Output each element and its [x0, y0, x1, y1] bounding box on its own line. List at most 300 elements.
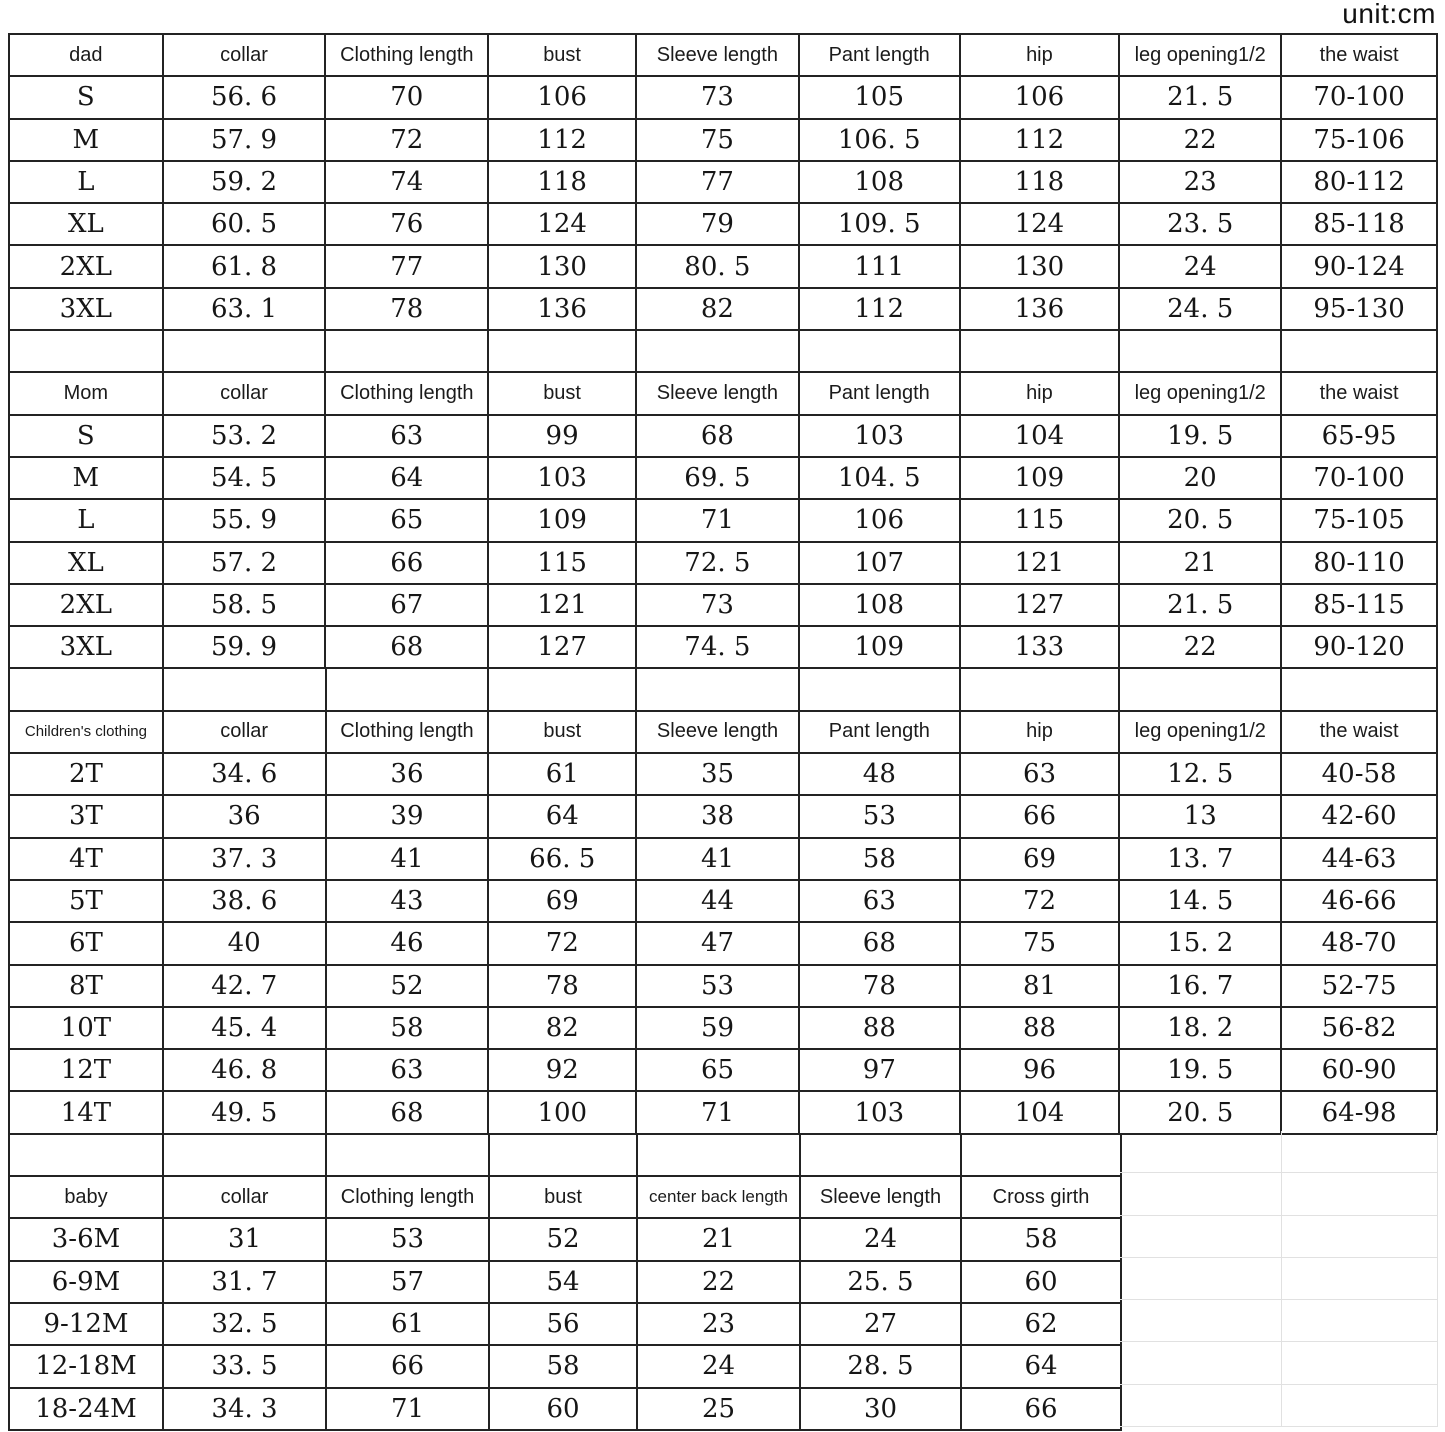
- value-cell: 103: [799, 415, 960, 457]
- value-cell: 75: [636, 119, 799, 161]
- separator-cell: [637, 1134, 800, 1176]
- separator-cell: [960, 668, 1120, 710]
- value-cell: 33. 5: [163, 1345, 326, 1387]
- value-cell: 65: [636, 1049, 799, 1091]
- column-header: hip: [960, 711, 1120, 753]
- value-cell: 127: [960, 584, 1120, 626]
- value-cell: 79: [636, 203, 799, 245]
- gridline-cell: [1120, 1342, 1282, 1384]
- value-cell: 68: [636, 415, 799, 457]
- size-table-baby: [8, 1133, 1122, 1431]
- separator-cell: [636, 668, 799, 710]
- value-cell: 57. 2: [163, 542, 326, 584]
- value-cell: 28. 5: [800, 1345, 961, 1387]
- value-cell: 73: [636, 584, 799, 626]
- column-header: collar: [163, 1176, 326, 1218]
- value-cell: 18. 2: [1119, 1007, 1281, 1049]
- value-cell: 16. 7: [1119, 965, 1281, 1007]
- value-cell: 23. 5: [1119, 203, 1281, 245]
- column-header: hip: [960, 34, 1120, 76]
- value-cell: 36: [326, 753, 489, 795]
- column-header: Sleeve length: [800, 1176, 961, 1218]
- gridline-cell: [1120, 1300, 1282, 1342]
- size-cell: 5T: [9, 880, 163, 922]
- table-row: [9, 880, 1437, 922]
- separator-cell: [1281, 330, 1437, 372]
- value-cell: 68: [799, 922, 960, 964]
- value-cell: 66: [960, 795, 1120, 837]
- column-header: the waist: [1281, 372, 1437, 414]
- value-cell: 71: [636, 1091, 799, 1133]
- header-row: [9, 1176, 1121, 1218]
- value-cell: 124: [488, 203, 636, 245]
- column-header: Pant length: [799, 34, 960, 76]
- gridline-cell: [1282, 1385, 1438, 1427]
- value-cell: 130: [960, 245, 1120, 287]
- value-cell: 70-100: [1281, 76, 1437, 118]
- size-cell: 14T: [9, 1091, 163, 1133]
- size-cell: L: [9, 161, 163, 203]
- value-cell: 54. 5: [163, 457, 326, 499]
- value-cell: 61: [326, 1303, 489, 1345]
- separator-row: [9, 330, 1437, 372]
- size-cell: L: [9, 499, 163, 541]
- size-cell: 6-9M: [9, 1261, 163, 1303]
- value-cell: 67: [325, 584, 488, 626]
- value-cell: 106: [799, 499, 960, 541]
- table-row: [9, 457, 1437, 499]
- size-cell: 9-12M: [9, 1303, 163, 1345]
- value-cell: 78: [799, 965, 960, 1007]
- value-cell: 64: [961, 1345, 1121, 1387]
- value-cell: 21. 5: [1119, 76, 1281, 118]
- separator-cell: [163, 1134, 326, 1176]
- value-cell: 88: [799, 1007, 960, 1049]
- size-cell: 3T: [9, 795, 163, 837]
- value-cell: 85-115: [1281, 584, 1437, 626]
- value-cell: 53: [636, 965, 799, 1007]
- value-cell: 58: [326, 1007, 489, 1049]
- size-cell: 3XL: [9, 288, 163, 330]
- gridline-cell: [1282, 1131, 1438, 1173]
- value-cell: 14. 5: [1119, 880, 1281, 922]
- table-row: [9, 499, 1437, 541]
- separator-cell: [800, 1134, 961, 1176]
- value-cell: 133: [960, 626, 1120, 668]
- value-cell: 43: [326, 880, 489, 922]
- table-row: [9, 288, 1437, 330]
- value-cell: 49. 5: [163, 1091, 326, 1133]
- value-cell: 97: [799, 1049, 960, 1091]
- size-cell: 3XL: [9, 626, 163, 668]
- table-row: [9, 1218, 1121, 1260]
- size-cell: 2XL: [9, 584, 163, 626]
- value-cell: 31: [163, 1218, 326, 1260]
- unit-label: unit:cm: [1342, 0, 1436, 29]
- separator-cell: [961, 1134, 1121, 1176]
- value-cell: 71: [636, 499, 799, 541]
- value-cell: 106: [488, 76, 636, 118]
- value-cell: 63: [799, 880, 960, 922]
- value-cell: 100: [488, 1091, 636, 1133]
- value-cell: 115: [960, 499, 1120, 541]
- value-cell: 92: [488, 1049, 636, 1091]
- value-cell: 96: [960, 1049, 1120, 1091]
- table-row: [9, 838, 1437, 880]
- value-cell: 23: [1119, 161, 1281, 203]
- value-cell: 88: [960, 1007, 1120, 1049]
- value-cell: 111: [799, 245, 960, 287]
- table-row: [9, 1049, 1437, 1091]
- value-cell: 60-90: [1281, 1049, 1437, 1091]
- section-label-dad: dad: [9, 34, 163, 76]
- value-cell: 56-82: [1281, 1007, 1437, 1049]
- value-cell: 70-100: [1281, 457, 1437, 499]
- value-cell: 38. 6: [163, 880, 326, 922]
- value-cell: 73: [636, 76, 799, 118]
- value-cell: 80-112: [1281, 161, 1437, 203]
- table-row: [9, 922, 1437, 964]
- gridline-cell: [1120, 1131, 1282, 1173]
- value-cell: 76: [325, 203, 488, 245]
- value-cell: 36: [163, 795, 326, 837]
- size-cell: 18-24M: [9, 1388, 163, 1430]
- column-header: bust: [489, 1176, 637, 1218]
- value-cell: 59: [636, 1007, 799, 1049]
- value-cell: 24: [637, 1345, 800, 1387]
- size-cell: 12T: [9, 1049, 163, 1091]
- value-cell: 54: [489, 1261, 637, 1303]
- value-cell: 23: [637, 1303, 800, 1345]
- separator-row: [9, 668, 1437, 710]
- gridline-cell: [1282, 1173, 1438, 1215]
- table-row: [9, 161, 1437, 203]
- column-header: collar: [163, 34, 326, 76]
- value-cell: 58: [489, 1345, 637, 1387]
- value-cell: 74. 5: [636, 626, 799, 668]
- column-header: center back length: [637, 1176, 800, 1218]
- value-cell: 38: [636, 795, 799, 837]
- column-header: bust: [488, 372, 636, 414]
- value-cell: 64: [488, 795, 636, 837]
- value-cell: 121: [960, 542, 1120, 584]
- value-cell: 45. 4: [163, 1007, 326, 1049]
- column-header: Clothing length: [326, 1176, 489, 1218]
- gridline-cell: [1282, 1342, 1438, 1384]
- value-cell: 53. 2: [163, 415, 326, 457]
- value-cell: 21: [637, 1218, 800, 1260]
- value-cell: 63: [960, 753, 1120, 795]
- size-table-mom: [8, 329, 1438, 669]
- value-cell: 85-118: [1281, 203, 1437, 245]
- value-cell: 63: [326, 1049, 489, 1091]
- header-row: [9, 372, 1437, 414]
- table-row: [9, 1345, 1121, 1387]
- column-header: the waist: [1281, 34, 1437, 76]
- value-cell: 108: [799, 584, 960, 626]
- header-row: [9, 711, 1437, 753]
- value-cell: 77: [325, 245, 488, 287]
- value-cell: 58: [961, 1218, 1121, 1260]
- size-cell: 10T: [9, 1007, 163, 1049]
- column-header: leg opening1/2: [1119, 711, 1281, 753]
- section-label-baby: baby: [9, 1176, 163, 1218]
- value-cell: 57. 9: [163, 119, 326, 161]
- table-row: [9, 542, 1437, 584]
- value-cell: 72: [960, 880, 1120, 922]
- table-row: [9, 1007, 1437, 1049]
- table-row: [9, 415, 1437, 457]
- separator-cell: [636, 330, 799, 372]
- table-row: [9, 76, 1437, 118]
- section-label-children: Children's clothing: [9, 711, 163, 753]
- value-cell: 66: [961, 1388, 1121, 1430]
- column-header: collar: [163, 372, 326, 414]
- separator-cell: [1281, 668, 1437, 710]
- value-cell: 48-70: [1281, 922, 1437, 964]
- value-cell: 66: [325, 542, 488, 584]
- table-row: [9, 1261, 1121, 1303]
- table-row: [9, 119, 1437, 161]
- separator-cell: [326, 1134, 489, 1176]
- column-header: Clothing length: [325, 372, 488, 414]
- value-cell: 82: [488, 1007, 636, 1049]
- value-cell: 63. 1: [163, 288, 326, 330]
- table-row: [9, 1303, 1121, 1345]
- separator-cell: [9, 1134, 163, 1176]
- value-cell: 69. 5: [636, 457, 799, 499]
- column-header: Cross girth: [961, 1176, 1121, 1218]
- value-cell: 46-66: [1281, 880, 1437, 922]
- value-cell: 40-58: [1281, 753, 1437, 795]
- table-row: [9, 795, 1437, 837]
- value-cell: 13. 7: [1119, 838, 1281, 880]
- table-row: [9, 753, 1437, 795]
- value-cell: 99: [488, 415, 636, 457]
- value-cell: 47: [636, 922, 799, 964]
- value-cell: 75-105: [1281, 499, 1437, 541]
- value-cell: 56. 6: [163, 76, 326, 118]
- value-cell: 48: [799, 753, 960, 795]
- section-label-mom: Mom: [9, 372, 163, 414]
- value-cell: 52-75: [1281, 965, 1437, 1007]
- table-row: [9, 965, 1437, 1007]
- size-cell: 6T: [9, 922, 163, 964]
- value-cell: 90-124: [1281, 245, 1437, 287]
- value-cell: 13: [1119, 795, 1281, 837]
- value-cell: 77: [636, 161, 799, 203]
- value-cell: 106. 5: [799, 119, 960, 161]
- value-cell: 90-120: [1281, 626, 1437, 668]
- value-cell: 39: [326, 795, 489, 837]
- value-cell: 52: [489, 1218, 637, 1260]
- value-cell: 112: [960, 119, 1120, 161]
- value-cell: 53: [326, 1218, 489, 1260]
- value-cell: 53: [799, 795, 960, 837]
- value-cell: 59. 9: [163, 626, 326, 668]
- value-cell: 115: [488, 542, 636, 584]
- value-cell: 22: [1119, 626, 1281, 668]
- value-cell: 72: [325, 119, 488, 161]
- separator-cell: [489, 1134, 637, 1176]
- value-cell: 24: [1119, 245, 1281, 287]
- separator-cell: [9, 668, 163, 710]
- size-cell: S: [9, 415, 163, 457]
- column-header: Pant length: [799, 711, 960, 753]
- value-cell: 60. 5: [163, 203, 326, 245]
- value-cell: 25. 5: [800, 1261, 961, 1303]
- value-cell: 60: [489, 1388, 637, 1430]
- value-cell: 46: [326, 922, 489, 964]
- gridline-cell: [1282, 1216, 1438, 1258]
- value-cell: 118: [960, 161, 1120, 203]
- value-cell: 24: [800, 1218, 961, 1260]
- gridline-cell: [1120, 1258, 1282, 1300]
- value-cell: 20: [1119, 457, 1281, 499]
- value-cell: 82: [636, 288, 799, 330]
- table-row: [9, 1091, 1437, 1133]
- value-cell: 65-95: [1281, 415, 1437, 457]
- separator-cell: [1119, 330, 1281, 372]
- size-cell: 8T: [9, 965, 163, 1007]
- table-row: [9, 1388, 1121, 1430]
- column-header: leg opening1/2: [1119, 372, 1281, 414]
- value-cell: 25: [637, 1388, 800, 1430]
- value-cell: 71: [326, 1388, 489, 1430]
- value-cell: 118: [488, 161, 636, 203]
- value-cell: 22: [1119, 119, 1281, 161]
- value-cell: 40: [163, 922, 326, 964]
- value-cell: 24. 5: [1119, 288, 1281, 330]
- column-header: Sleeve length: [636, 711, 799, 753]
- value-cell: 66. 5: [488, 838, 636, 880]
- column-header: Sleeve length: [636, 34, 799, 76]
- value-cell: 104: [960, 1091, 1120, 1133]
- table-row: [9, 245, 1437, 287]
- value-cell: 58. 5: [163, 584, 326, 626]
- value-cell: 70: [325, 76, 488, 118]
- value-cell: 35: [636, 753, 799, 795]
- value-cell: 20. 5: [1119, 499, 1281, 541]
- value-cell: 127: [488, 626, 636, 668]
- separator-cell: [9, 330, 163, 372]
- value-cell: 22: [637, 1261, 800, 1303]
- value-cell: 61: [488, 753, 636, 795]
- value-cell: 55. 9: [163, 499, 326, 541]
- value-cell: 104: [960, 415, 1120, 457]
- value-cell: 80. 5: [636, 245, 799, 287]
- value-cell: 64: [325, 457, 488, 499]
- value-cell: 80-110: [1281, 542, 1437, 584]
- column-header: bust: [488, 34, 636, 76]
- value-cell: 124: [960, 203, 1120, 245]
- separator-cell: [488, 330, 636, 372]
- value-cell: 103: [799, 1091, 960, 1133]
- size-cell: 2T: [9, 753, 163, 795]
- value-cell: 41: [636, 838, 799, 880]
- value-cell: 58: [799, 838, 960, 880]
- value-cell: 57: [326, 1261, 489, 1303]
- value-cell: 64-98: [1281, 1091, 1437, 1133]
- value-cell: 21. 5: [1119, 584, 1281, 626]
- value-cell: 56: [489, 1303, 637, 1345]
- size-cell: 2XL: [9, 245, 163, 287]
- value-cell: 66: [326, 1345, 489, 1387]
- value-cell: 74: [325, 161, 488, 203]
- gridline-cell: [1120, 1216, 1282, 1258]
- separator-cell: [488, 668, 636, 710]
- size-table-dad: [8, 33, 1438, 331]
- value-cell: 109: [799, 626, 960, 668]
- value-cell: 72. 5: [636, 542, 799, 584]
- gridline-cell: [1120, 1385, 1282, 1427]
- value-cell: 19. 5: [1119, 415, 1281, 457]
- value-cell: 95-130: [1281, 288, 1437, 330]
- separator-cell: [325, 330, 488, 372]
- value-cell: 32. 5: [163, 1303, 326, 1345]
- column-header: the waist: [1281, 711, 1437, 753]
- value-cell: 75: [960, 922, 1120, 964]
- value-cell: 68: [325, 626, 488, 668]
- size-cell: M: [9, 119, 163, 161]
- value-cell: 44: [636, 880, 799, 922]
- separator-cell: [1119, 668, 1281, 710]
- separator-cell: [326, 668, 489, 710]
- size-cell: M: [9, 457, 163, 499]
- column-header: bust: [488, 711, 636, 753]
- gridline-cell: [1282, 1300, 1438, 1342]
- value-cell: 30: [800, 1388, 961, 1430]
- separator-cell: [163, 330, 326, 372]
- value-cell: 103: [488, 457, 636, 499]
- value-cell: 59. 2: [163, 161, 326, 203]
- size-table-children: [8, 667, 1438, 1134]
- size-cell: 3-6M: [9, 1218, 163, 1260]
- value-cell: 21: [1119, 542, 1281, 584]
- value-cell: 12. 5: [1119, 753, 1281, 795]
- value-cell: 20. 5: [1119, 1091, 1281, 1133]
- size-cell: 4T: [9, 838, 163, 880]
- column-header: Clothing length: [326, 711, 489, 753]
- value-cell: 68: [326, 1091, 489, 1133]
- value-cell: 121: [488, 584, 636, 626]
- value-cell: 60: [961, 1261, 1121, 1303]
- value-cell: 42-60: [1281, 795, 1437, 837]
- value-cell: 136: [960, 288, 1120, 330]
- value-cell: 106: [960, 76, 1120, 118]
- separator-cell: [799, 330, 960, 372]
- value-cell: 72: [488, 922, 636, 964]
- table-row: [9, 203, 1437, 245]
- value-cell: 81: [960, 965, 1120, 1007]
- value-cell: 109: [488, 499, 636, 541]
- value-cell: 19. 5: [1119, 1049, 1281, 1091]
- value-cell: 65: [325, 499, 488, 541]
- header-row: [9, 34, 1437, 76]
- column-header: collar: [163, 711, 326, 753]
- value-cell: 37. 3: [163, 838, 326, 880]
- value-cell: 44-63: [1281, 838, 1437, 880]
- value-cell: 31. 7: [163, 1261, 326, 1303]
- value-cell: 63: [325, 415, 488, 457]
- value-cell: 61. 8: [163, 245, 326, 287]
- size-cell: XL: [9, 203, 163, 245]
- value-cell: 34. 6: [163, 753, 326, 795]
- value-cell: 46. 8: [163, 1049, 326, 1091]
- column-header: Clothing length: [325, 34, 488, 76]
- column-header: Pant length: [799, 372, 960, 414]
- column-header: leg opening1/2: [1119, 34, 1281, 76]
